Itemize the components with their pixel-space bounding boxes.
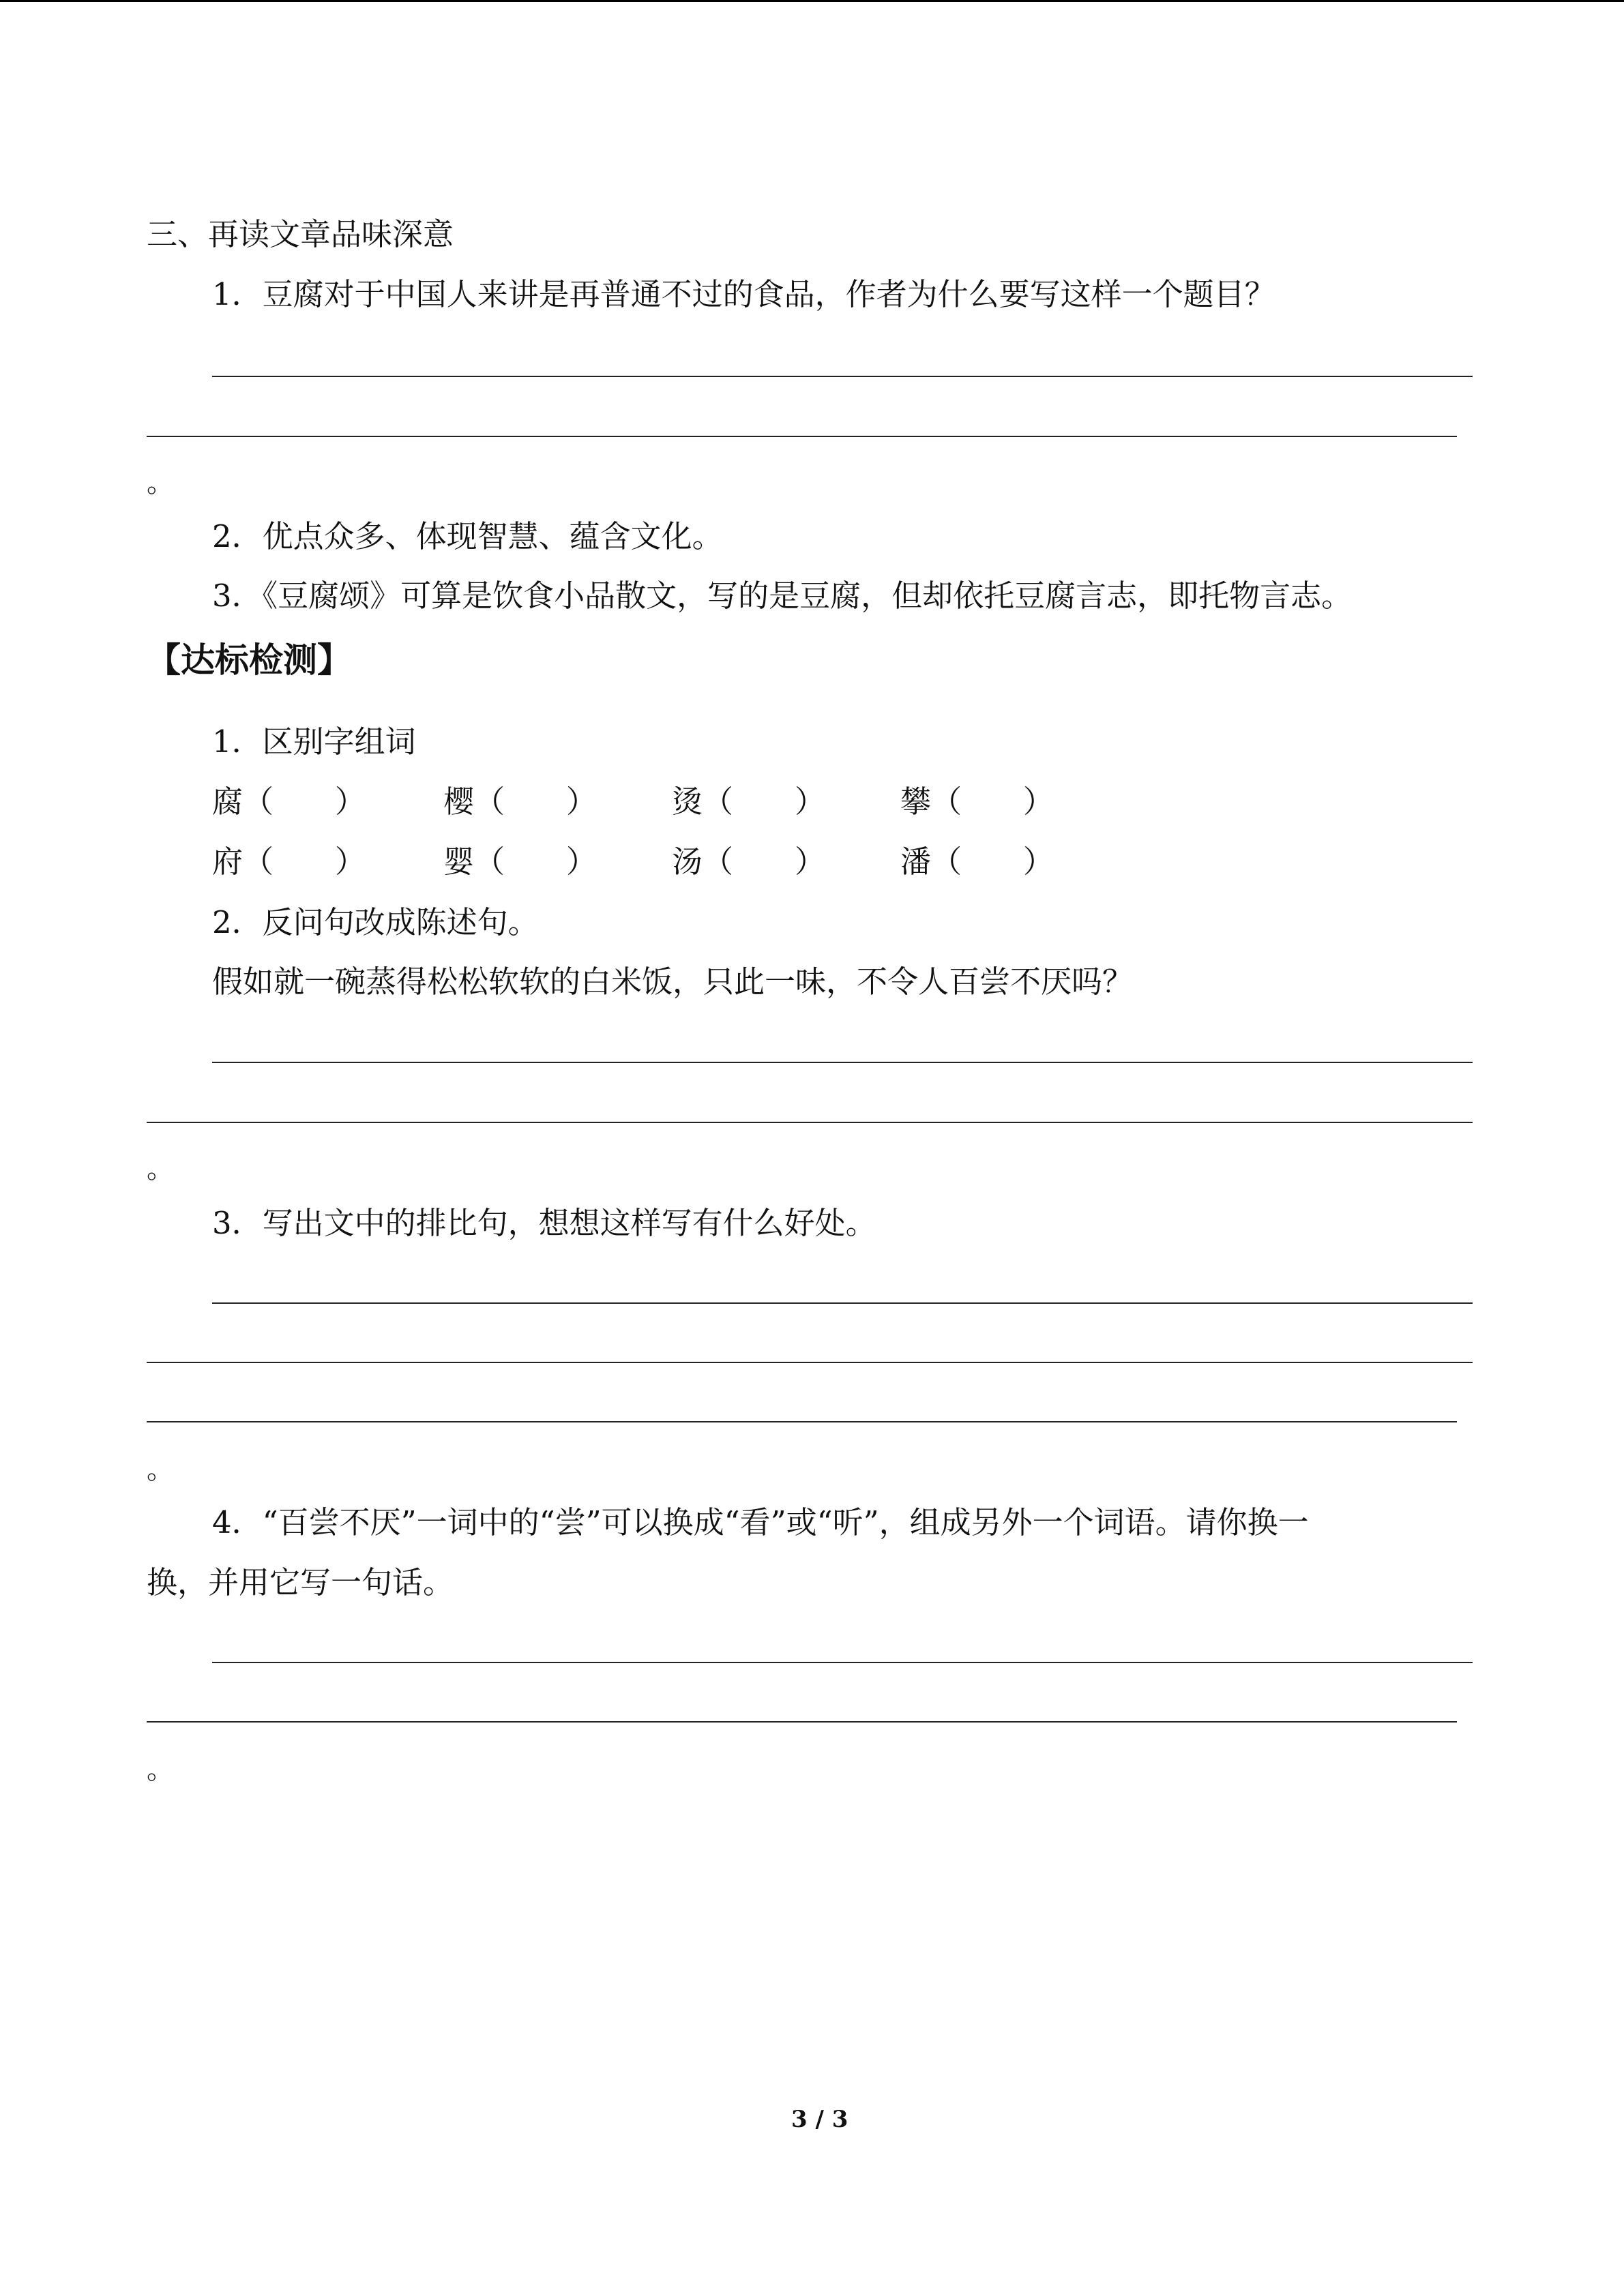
answer-end-mark: 。 bbox=[147, 1754, 174, 1785]
answer-line[interactable] bbox=[147, 1122, 1473, 1123]
page-top-border bbox=[0, 0, 1624, 2]
answer-end-mark: 。 bbox=[147, 1454, 174, 1485]
page-number: 3 / 3 bbox=[791, 2106, 848, 2133]
word-item[interactable]: 潘（ ） bbox=[900, 844, 1054, 880]
test-question-4: 4．“百尝不厌”一词中的“尝”可以换成“看”或“听”，组成另外一个词语。请你换一 bbox=[212, 1504, 1309, 1540]
test-question-3: 3．写出文中的排比句，想想这样写有什么好处。 bbox=[212, 1205, 876, 1241]
word-item[interactable]: 腐（ ） bbox=[212, 784, 366, 820]
word-item[interactable]: 府（ ） bbox=[212, 844, 366, 880]
test-question-2: 2．反问句改成陈述句。 bbox=[212, 904, 539, 940]
word-item[interactable]: 汤（ ） bbox=[672, 844, 826, 880]
answer-2: 2．优点众多、体现智慧、蕴含文化。 bbox=[212, 518, 723, 554]
answer-line[interactable] bbox=[212, 376, 1473, 377]
answer-line[interactable] bbox=[212, 1662, 1473, 1663]
test-question-1: 1．区别字组词 bbox=[212, 724, 416, 760]
answer-end-mark: 。 bbox=[147, 467, 174, 498]
answer-line[interactable] bbox=[147, 436, 1457, 437]
word-item[interactable]: 烫（ ） bbox=[672, 784, 826, 820]
answer-line[interactable] bbox=[212, 1302, 1473, 1304]
test-heading: 【达标检测】 bbox=[147, 640, 351, 680]
section-title: 三、再读文章品味深意 bbox=[147, 216, 454, 252]
answer-line[interactable] bbox=[147, 1421, 1457, 1422]
question-1: 1．豆腐对于中国人来讲是再普通不过的食品，作者为什么要写这样一个题目？ bbox=[212, 276, 1275, 312]
word-item[interactable]: 婴（ ） bbox=[443, 844, 597, 880]
answer-line[interactable] bbox=[212, 1062, 1473, 1063]
answer-line[interactable] bbox=[147, 1362, 1473, 1363]
word-item[interactable]: 攀（ ） bbox=[900, 784, 1054, 820]
answer-end-mark: 。 bbox=[147, 1153, 174, 1184]
answer-line[interactable] bbox=[147, 1721, 1457, 1723]
question-sentence: 假如就一碗蒸得松松软软的白米饭，只此一味，不令人百尝不厌吗？ bbox=[212, 964, 1134, 1000]
answer-3: 3．《豆腐颂》可算是饮食小品散文，写的是豆腐，但却依托豆腐言志，即托物言志。 bbox=[212, 578, 1353, 614]
word-item[interactable]: 樱（ ） bbox=[443, 784, 597, 820]
test-question-4-continued: 换，并用它写一句话。 bbox=[147, 1564, 454, 1600]
